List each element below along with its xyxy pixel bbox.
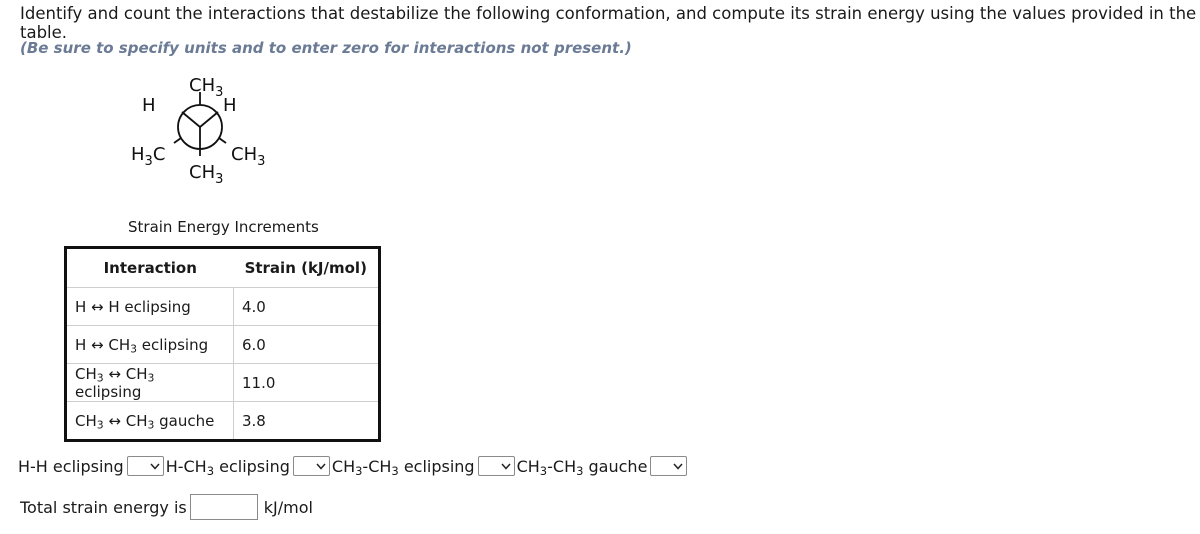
chevron-down-icon xyxy=(316,463,326,470)
chevron-down-icon xyxy=(150,463,160,470)
hh-eclipsing-label: H-H eclipsing xyxy=(18,456,124,476)
back-left-label: $H_3C$ xyxy=(131,144,166,169)
table-row xyxy=(66,364,380,402)
total-strain-label: Total strain energy is xyxy=(20,497,187,517)
strain-cell: 4.0 xyxy=(234,288,380,326)
h-ch3-eclipsing-label: $H-CH_3$ eclipsing xyxy=(165,456,290,478)
front-top-left-label: H xyxy=(142,95,156,116)
interaction-cell: H ↔ H eclipsing xyxy=(66,288,234,326)
strain-cell: 3.8 xyxy=(234,402,380,441)
chevron-down-icon xyxy=(501,463,511,470)
interaction-cell: $CH_3$ ↔ $CH_3$ gauche xyxy=(66,402,234,441)
table-row xyxy=(66,288,380,326)
interaction-count-row xyxy=(18,456,689,476)
strain-cell: 6.0 xyxy=(234,326,380,364)
header-interaction: Interaction xyxy=(103,259,197,277)
front-bottom-label: $CH_3$ xyxy=(189,162,224,187)
ch3-ch3-gauche-select[interactable] xyxy=(650,456,687,476)
ch3-ch3-eclipsing-select[interactable] xyxy=(478,456,515,476)
front-top-right-label: H xyxy=(223,95,237,116)
back-right-label: $CH_3$ xyxy=(231,144,266,169)
newman-projection xyxy=(120,70,300,190)
table-row xyxy=(66,326,380,364)
table-row xyxy=(66,402,380,441)
strain-table xyxy=(64,246,381,442)
hint-text: (Be sure to specify units and to enter zero for interactions not present.) xyxy=(20,39,632,57)
interaction-cell: $CH_3$ ↔ $CH_3$ eclipsing xyxy=(66,364,234,402)
table-title: Strain Energy Increments xyxy=(128,218,319,236)
h-ch3-eclipsing-select[interactable] xyxy=(293,456,330,476)
header-strain: Strain (kJ/mol) xyxy=(244,259,367,277)
strain-cell: 11.0 xyxy=(234,364,380,402)
back-top-label: $CH_3$ xyxy=(189,75,224,100)
hh-eclipsing-select[interactable] xyxy=(127,456,164,476)
chevron-down-icon xyxy=(673,463,683,470)
total-strain-input[interactable] xyxy=(190,494,258,520)
unit-label: kJ/mol xyxy=(263,497,313,517)
ch3-ch3-gauche-label: $CH_3-CH_3$ gauche xyxy=(516,456,648,478)
interaction-cell: H ↔ $CH_3$ eclipsing xyxy=(66,326,234,364)
question-text: Identify and count the interactions that destabilize the following conformation, and compute its strain energy using the values provided in the table. xyxy=(20,4,1197,42)
ch3-ch3-eclipsing-label: $CH_3-CH_3$ eclipsing xyxy=(331,456,475,478)
total-strain-row xyxy=(20,494,313,520)
